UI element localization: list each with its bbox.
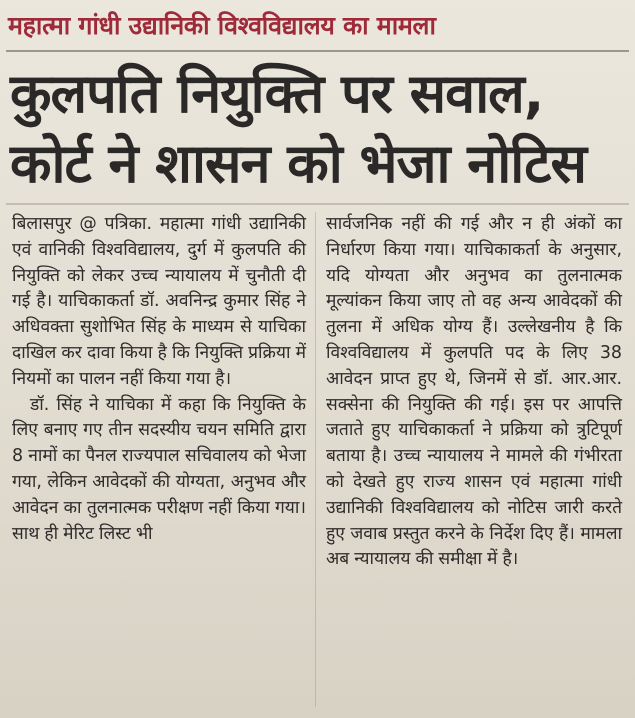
paragraph: सार्वजनिक नहीं की गई और न ही अंकों का निर्धारण किया गया। याचिकाकर्ता के अनुसार, यदि योग्यता और अनुभव का तुलनात्मक मूल्यांकन किया जाए तो वह अन्य आवेदकों की तुलना में अधिक योग्य हैं। उल्लेखनीय है कि विश्वविद्यालय में कुलपति पद के लिए 38 आवेदन प्राप्त हुए थे, जिनमें से डॉ. आर.आर. सक्सेना की नियुक्ति की गई। इस पर आपत्ति जताते हुए याचिकाकर्ता ने प्रक्रिया को त्रुटिपूर्ण बताया है। उच्च न्यायालय ने मामले की गंभीरता को देखते हुए राज्य शासन एवं महात्मा गांधी उद्यानिकी विश्वविद्यालय को नोटिस जारी करते हुए जवाब प्रस्तुत करने के निर्देश दिए हैं। मामला अब न्यायालय की समीक्षा में है। [326, 214, 622, 570]
headline-rule [6, 203, 629, 205]
body-column-2 [326, 212, 622, 712]
body-column-1 [12, 212, 306, 712]
top-rule [6, 50, 629, 52]
kicker-headline: महात्मा गांधी उद्यानिकी विश्वविद्यालय का मामला [8, 11, 436, 40]
headline-line-1: कुलपति नियुक्ति पर सवाल, [10, 62, 544, 125]
paragraph: बिलासपुर @ पत्रिका. महात्मा गांधी उद्यानिकी एवं वानिकी विश्वविद्यालय, दुर्ग में कुलपति की नियुक्ति को लेकर उच्च न्यायालय में चुनौती दी गई है। याचिकाकर्ता डॉ. अवनिन्द्र कुमार सिंह ने अधिवक्ता सुशोभित सिंह के माध्यम से याचिका दाखिल कर दावा किया है कि नियुक्ति प्रक्रिया में नियमों का पालन नहीं किया गया है। [12, 214, 306, 389]
headline-line-2: कोर्ट ने शासन को भेजा नोटिस [10, 132, 586, 195]
paragraph: डॉ. सिंह ने याचिका में कहा कि नियुक्ति के लिए बनाए गए तीन सदस्यीय चयन समिति द्वारा 8 नामों का पैनल राज्यपाल सचिवालय को भेजा गया, लेकिन आवेदकों की योग्यता, अनुभव और आवेदन का तुलनात्मक परीक्षण नहीं किया गया। साथ ही मेरिट लिस्ट भी [12, 394, 306, 544]
column-divider [315, 212, 316, 707]
